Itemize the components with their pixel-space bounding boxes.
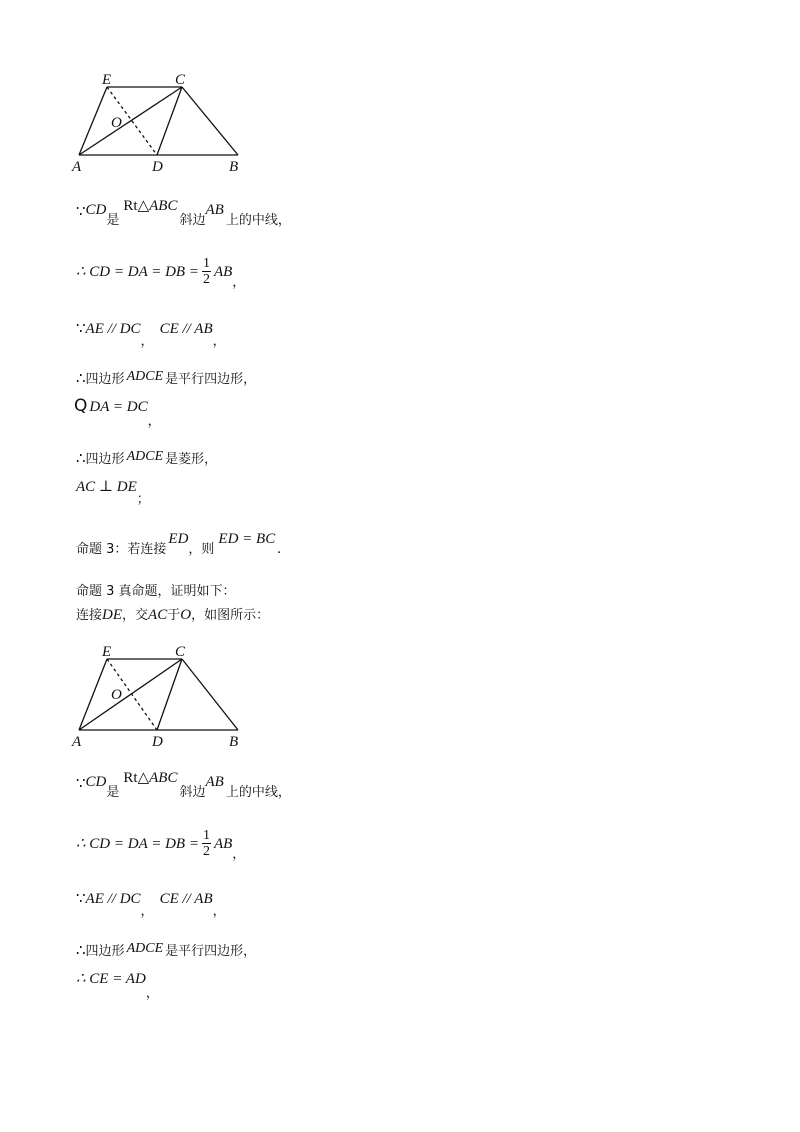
label-C: C: [175, 644, 186, 660]
proof2-line3: ∵AE // $DC_,CE // AB_,$: [76, 891, 226, 919]
connect-line: 连接DE，交AC于O，如图所示：: [76, 607, 270, 623]
proof2-line5: ∴ CE = $AD_,$: [76, 971, 159, 1001]
geometry-figure-1: [68, 70, 248, 176]
label-A: A: [72, 734, 82, 748]
proof2-line4: ∴四边形 ADCE 是平行四边形，: [76, 941, 257, 959]
label-C: C: [175, 72, 186, 88]
label-E: E: [102, 72, 112, 88]
segment-dc: [157, 87, 182, 155]
proof1-line2: ∴ CD = DA = DB = $\frac{1}{2}$ $AB_,$: [76, 256, 246, 290]
label-B: B: [229, 734, 239, 748]
label-A: A: [72, 159, 82, 175]
segment-cb: [182, 659, 238, 730]
fraction-one-half: $\frac{1}{2}$: [202, 256, 210, 287]
label-D: D: [152, 159, 163, 175]
label-D: D: [152, 734, 163, 748]
label-O: O: [111, 687, 122, 703]
proof1-line4: ∴四边形 ADCE 是平行四边形，: [76, 369, 257, 387]
proof2-line1: $\because CD_是Rt\triangle ABC_{斜边}AB_{上的中线,}$: [76, 770, 291, 800]
fraction-one-half: $\frac{1}{2}$: [202, 828, 210, 859]
proof1-line6: ∴四边形 ADCE 是菱形，: [76, 449, 218, 467]
proof2-line2: ∴ CD = DA = DB = $\frac{1}{2}$ $AB_,$: [76, 828, 246, 862]
proposition-3-statement: $_{命题 3:若连接}ED_{,则}ED$ = BC.: [76, 531, 281, 557]
proof1-line7: AC ⊥ $DE_;$: [76, 479, 150, 507]
proof1-line5: Q DA = $DC_,$: [74, 396, 161, 429]
segment-dc: [157, 659, 182, 730]
proof1-line1: $\because CD_是Rt\triangle ABC_{斜边}AB_{上的中线,}$: [76, 198, 291, 228]
segment-ac: [79, 659, 182, 730]
segment-cb: [182, 87, 238, 155]
segment-ac: [79, 87, 182, 155]
segment-ae: [79, 659, 107, 730]
label-B: B: [229, 159, 239, 175]
label-E: E: [102, 644, 112, 660]
proof1-line3: ∵AE // $DC_,CE // AB_,$: [76, 321, 226, 349]
segment-ae: [79, 87, 107, 155]
geometry-figure-2: [68, 642, 248, 748]
proposition-3-answer: 命题 3 真命题，证明如下：: [76, 584, 236, 599]
label-O: O: [111, 115, 122, 131]
